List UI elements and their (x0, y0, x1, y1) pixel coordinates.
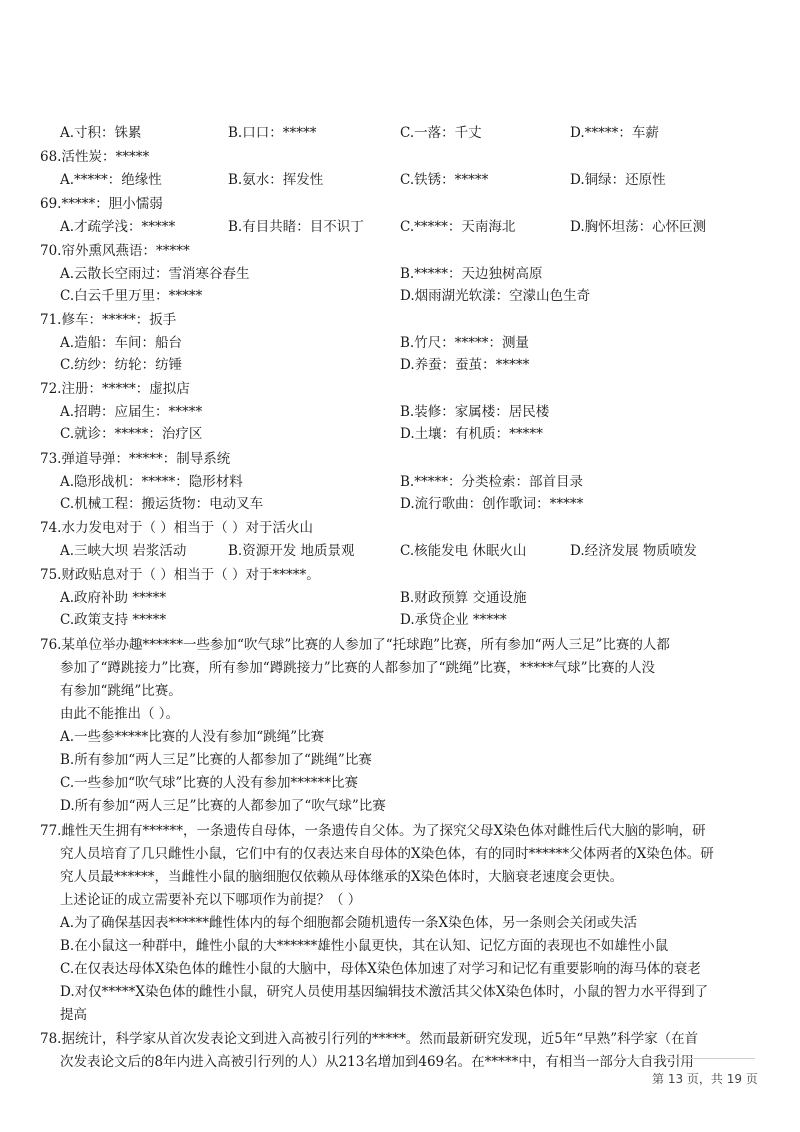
q77-option-d-continued: 提高 (60, 1007, 87, 1023)
q74-option-a: A.三峡大坝 岩浆活动 (60, 543, 187, 559)
q76-option-a: A.一些参*****比赛的人没有参加“跳绳”比赛 (60, 729, 325, 745)
q76-question: 由此不能推出（ ）。 (60, 706, 180, 722)
q68-stem: 68.活性炭：***** (40, 149, 150, 165)
q69-option-b: B.有目共睹：目不识丁 (228, 219, 364, 235)
q70-option-a: A.云散长空雨过：雪消寒谷春生 (60, 266, 250, 282)
q69-option-d: D.胸怀坦荡：心怀叵测 (570, 219, 707, 235)
q77-stem-line-1: 77.雌性天生拥有******，一条遗传自母体，一条遗传自父体。为了探究父母X染色体对雌性后代大脑的影响，研 (40, 823, 706, 839)
q71-stem: 71.修车：*****：扳手 (40, 312, 177, 328)
q77-stem-line-3: 究人员最******，当雌性小鼠的脑细胞仅依赖从母体继承的X染色体时，大脑衰老速度会更快。 (60, 869, 624, 885)
q68-option-b: B.氨水：挥发性 (228, 172, 324, 188)
q72-option-b: B.装修：家属楼：居民楼 (400, 404, 550, 420)
q77-option-c: C.在仅表达母体X染色体的雌性小鼠的大脑中，母体X染色体加速了对学习和记忆有重要影响的海马体的衰老 (60, 961, 701, 977)
q76-option-c: C.一些参加“吹气球”比赛的人没有参加******比赛 (60, 775, 358, 791)
q70-option-b: B.*****：天边独树高原 (400, 266, 543, 282)
q78-stem-line-2: 次发表论文后的8年内进入高被引行列的人）从213名增加到469名。在*****中，有相当一部分人自我引用 (60, 1054, 694, 1070)
q68-option-a: A.*****：绝缘性 (60, 172, 162, 188)
q72-stem: 72.注册：*****：虚拟店 (40, 381, 190, 397)
q77-question: 上述论证的成立需要补充以下哪项作为前提？（ ） (60, 892, 362, 908)
q77-stem-line-2: 究人员培育了几只雌性小鼠，它们中有的仅表达来自母体的X染色体，有的同时******父体两者的X染色体。研 (60, 846, 714, 862)
q72-option-d: D.土壤：有机质：***** (400, 426, 543, 442)
q76-option-b: B.所有参加“两人三足”比赛的人都参加了“跳绳”比赛 (60, 752, 372, 768)
q69-stem: 69.*****：胆小懦弱 (40, 196, 163, 212)
q73-option-b: B.*****：分类检索：部首目录 (400, 474, 583, 490)
q74-option-c: C.核能发电 休眠火山 (400, 543, 527, 559)
q71-option-b: B.竹尺：*****：测量 (400, 335, 529, 351)
q67-option-c: C.一落：千丈 (400, 125, 482, 141)
q70-option-d: D.烟雨湖光软漾：空濛山色生奇 (400, 288, 591, 304)
q75-option-b: B.财政预算 交通设施 (400, 590, 527, 606)
q73-stem: 73.弹道导弹：*****：制导系统 (40, 451, 231, 467)
q77-option-a: A.为了确保基因表******雌性体内的每个细胞都会随机遗传一条X染色体，另一条则会关闭或失活 (60, 915, 638, 931)
q73-option-d: D.流行歌曲：创作歌词：***** (400, 496, 584, 512)
q77-option-d: D.对仅*****X染色体的雌性小鼠，研究人员使用基因编辑技术激活其父体X染色体时，小鼠的智力水平得到了 (60, 984, 709, 1000)
q73-option-c: C.机械工程：搬运货物：电动叉车 (60, 496, 264, 512)
q76-stem-line-2: 参加了“蹲跳接力”比赛，所有参加“蹲跳接力”比赛的人都参加了“跳绳”比赛，*****气球”比赛的人没 (60, 660, 656, 676)
q68-option-d: D.铜绿：还原性 (570, 172, 666, 188)
q71-option-c: C.纺纱：纺轮：纺锤 (60, 357, 183, 373)
q70-stem: 70.帘外熏风燕语：***** (40, 243, 190, 259)
q75-option-c: C.政策支持 ***** (60, 612, 167, 628)
q74-option-b: B.资源开发 地质景观 (228, 543, 355, 559)
q71-option-d: D.养蚕：蚕茧：***** (400, 357, 530, 373)
q67-option-b: B.口口：***** (228, 125, 317, 141)
q72-option-a: A.招聘：应届生：***** (60, 404, 203, 420)
q74-stem: 74.水力发电对于（ ）相当于（ ）对于活火山 (40, 520, 314, 536)
q78-stem-line-1: 78.据统计，科学家从首次发表论文到进入高被引行列的*****。然而最新研究发现，近5年“早熟”科学家（在首 (40, 1031, 699, 1047)
q75-option-d: D.承贷企业 ***** (400, 612, 507, 628)
q69-option-c: C.*****：天南海北 (400, 219, 516, 235)
footer-divider (615, 1058, 755, 1059)
q69-option-a: A.才疏学浅：***** (60, 219, 176, 235)
q71-option-a: A.造船：车间：船台 (60, 335, 183, 351)
q70-option-c: C.白云千里万里：***** (60, 288, 203, 304)
q76-stem-line-1: 76.某单位举办趣******一些参加“吹气球”比赛的人参加了“托球跑”比赛，所有参加“两人三足”比赛的人都 (40, 637, 670, 653)
q75-stem: 75.财政贴息对于（ ）相当于（ ）对于*****。 (40, 567, 320, 583)
page-number: 第 13 页，共 19 页 (652, 1072, 758, 1086)
q67-option-d: D.*****：车薪 (570, 125, 659, 141)
q75-option-a: A.政府补助 ***** (60, 590, 167, 606)
q77-option-b: B.在小鼠这一种群中，雌性小鼠的大******雄性小鼠更快，其在认知、记忆方面的表现也不如雄性小鼠 (60, 938, 669, 954)
q72-option-c: C.就诊：*****：治疗区 (60, 426, 203, 442)
q73-option-a: A.隐形战机：*****：隐形材料 (60, 474, 243, 490)
q76-option-d: D.所有参加“两人三足”比赛的人都参加了“吹气球”比赛 (60, 798, 386, 814)
q67-option-a: A.寸积：铢累 (60, 125, 142, 141)
q74-option-d: D.经济发展 物质喷发 (570, 543, 697, 559)
q68-option-c: C.铁锈：***** (400, 172, 489, 188)
q76-stem-line-3: 有参加“跳绳”比赛。 (60, 683, 182, 699)
